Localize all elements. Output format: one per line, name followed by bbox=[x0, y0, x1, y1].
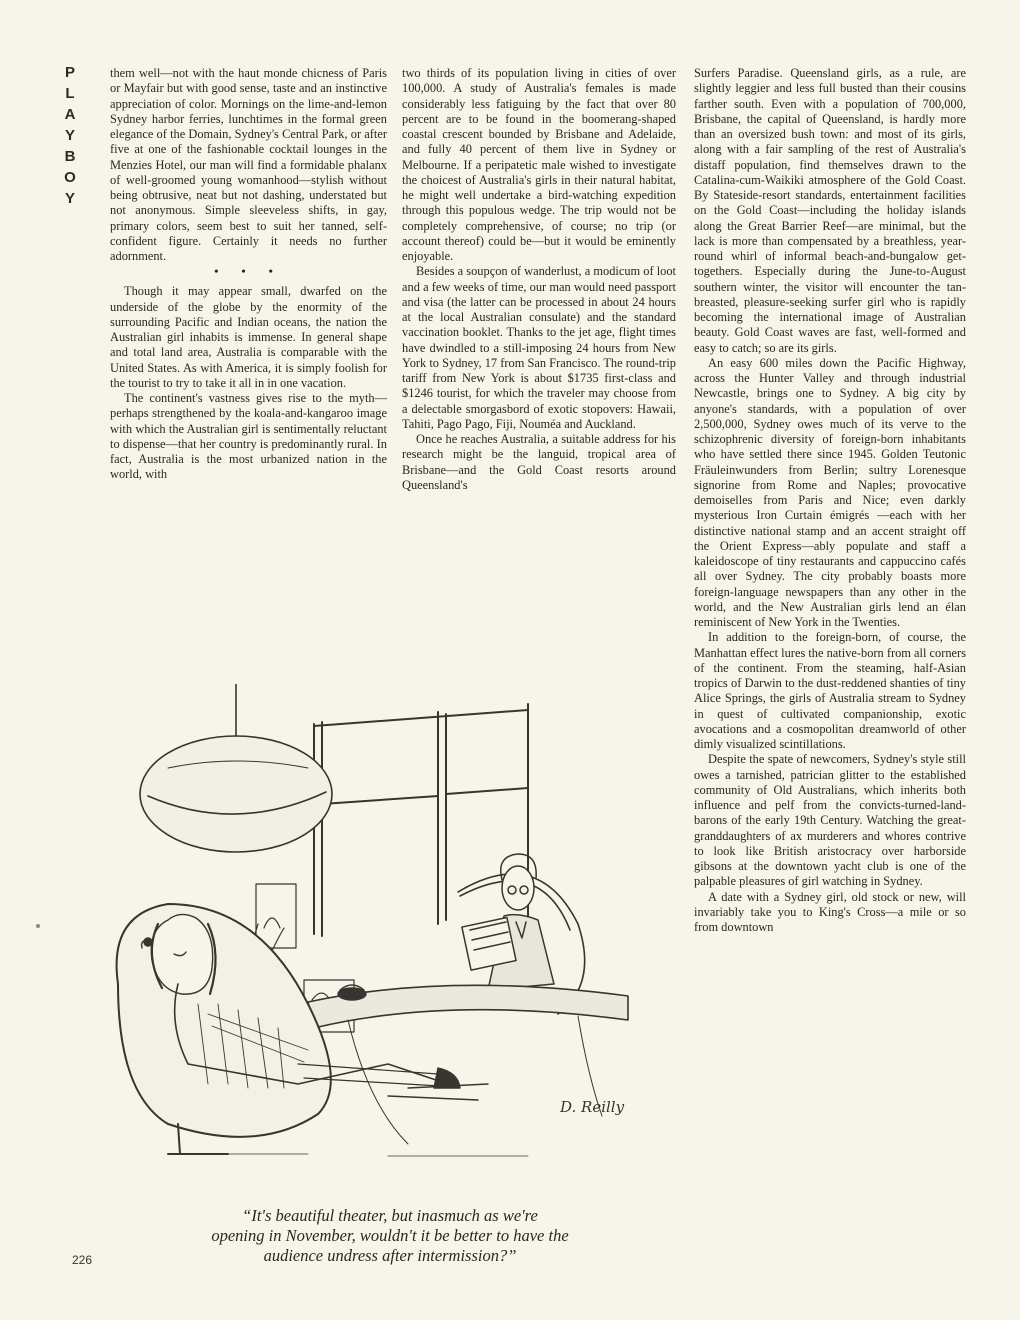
scan-mark bbox=[36, 924, 40, 928]
cartoon-illustration bbox=[108, 684, 676, 1160]
article-paragraph: Though it may appear small, dwarfed on the underside of the globe by the enormity of the surrounding Pacific and Indian oceans, the nation the Australian girl inhabits is immense. In general shape and total land area, Australia is comparable with the United States. As with America, it is simply foolish for the tourist to try to take it all in in one vacation. bbox=[110, 284, 387, 390]
desk bbox=[308, 985, 628, 1144]
artist-signature: D. Reilly bbox=[560, 1098, 625, 1116]
article-paragraph: Despite the spate of newcomers, Sydney's style still owes a tarnished, patrician glitter to the established community of Old Australians, which inherits both influence and pelf from the convicts-turned-land-barons of the early 19th Century. Watching the great-granddaughters of ax murderers and whores contrive to look like British aristocracy over harborside gibsons at the downtown yacht club is one of the palpable pleasures of girl watching in Sydney. bbox=[694, 752, 966, 889]
article-column-1 bbox=[110, 66, 387, 483]
article-column-2 bbox=[402, 66, 676, 493]
side-letter: P bbox=[64, 64, 75, 81]
side-letter: Y bbox=[64, 127, 75, 144]
article-paragraph: Besides a soupçon of wanderlust, a modicum of loot and a few weeks of time, our man would need passport and visa (the latter can be processed in about 24 hours at the local Australian consulate) and the standard vaccination booklet. Thanks to the jet age, flight times have dwindled to a still-imposing 24 hours from New York to Sydney, 17 from San Francisco. The round-trip tariff from New York is about $1735 first-class and $1246 tourist, for which the traveler may choose from a delectable smorgasbord of exotic stopovers: Hawaii, Tahiti, Pago Pago, Fiji, Nouméa and Auckland. bbox=[402, 264, 676, 431]
article-paragraph: two thirds of its population living in cities of over 100,000. A study of Australia's females is made considerably less fatiguing by the fact that over 80 percent are to be found in the boomerang-shaped coastal crescent bounded by Brisbane and Adelaide, and fully 40 percent of them live in Sydney or Melbourne. If a peripatetic male wished to investigate the choicest of Australia's girls in their natural habitat, he might well undertake a bird-watching expedition through this populous wedge. The trip would not be completely comprehensive, of course; no trip (or account thereof) could be—but it would be eminently enjoyable. bbox=[402, 66, 676, 263]
section-separator: • • • bbox=[214, 264, 283, 279]
article-paragraph: In addition to the foreign-born, of course, the Manhattan effect lures the native-born from all corners of the continent. From the steaming, half-Asian tropics of Darwin to the dust-reddened shanties of tiny Alice Springs, the girls of Australia stream to Sydney in quest of cultivated companionship, exotic avocations and a cosmopolitan dreamworld of other dimly visualized scintillations. bbox=[694, 630, 966, 751]
side-letter: B bbox=[64, 148, 76, 165]
side-letter: A bbox=[64, 106, 76, 123]
hanging-lamp bbox=[140, 684, 332, 852]
cartoon-caption bbox=[120, 1206, 660, 1266]
caption-line: audience undress after intermission?” bbox=[263, 1246, 517, 1265]
caption-line: opening in November, wouldn't it be better to have the bbox=[211, 1226, 569, 1245]
article-paragraph: them well—not with the haut monde chicness of Paris or Mayfair but with good sense, taste and an instinctive appreciation of color. Mornings on the lime-and-lemon Sydney harbor ferries, lunchtimes in the formal green elegance of the Domain, Sydney's Central Park, or after five at one of the fashionable cocktail lounges in the Menzies Hotel, our man will find a formidable phalanx of well-groomed young womanhood—stylish without being obtrusive, neat but not dashing, understated but not anonymous. Simple sleeveless shifts, in gay, primary colors, seem best to suit her tanned, self-confident figure. Certainly it needs no further adornment. bbox=[110, 66, 387, 263]
side-letter: O bbox=[64, 169, 76, 186]
magazine-side-label bbox=[58, 62, 82, 209]
article-paragraph: Surfers Paradise. Queensland girls, as a rule, are slightly leggier and less full busted than their cousins farther south. Even with a population of 700,000, Brisbane, the capital of Queensland, is hardly more than an oversized bush town: and most of its girls, along with a fair sampling of the rest of Australia's distaff population, find themselves drawn to the Catalina-cum-Waikiki atmosphere of the Gold Coast. By Stateside-resort standards, entertainment facilities on the Gold Coast—including the holiday islands along the Great Barrier Reef—are minimal, but the lack is more than compensated by a breathless, year-round whirl of informal beach-and-bungalow get-togethers. Especially during the June-to-August southern winter, the visitor will encounter the tan-breasted, pleasure-seeking surfer girl who is rapidly becoming the international image of Australian beauty. Gold Coast waves are fast, well-formed and easy to catch; so are its girls. bbox=[694, 66, 966, 355]
telephone bbox=[338, 985, 366, 1000]
side-letter: Y bbox=[64, 190, 75, 207]
article-paragraph: Once he reaches Australia, a suitable address for his research might be the languid, tropical area of Brisbane—and the Gold Coast resorts around Queensland's bbox=[402, 432, 676, 492]
side-letter: L bbox=[65, 85, 75, 102]
article-paragraph: An easy 600 miles down the Pacific Highway, across the Hunter Valley and through industrial Newcastle, brings one to Sydney. A big city by anyone's standards, with a population of over 2,500,000, Sydney owes much of its verve to the schizophrenic diversity of foreign-born inhabitants who have settled there since 1945. Golden Teutonic Fräuleinwunders from Berlin; sultry Lorenesque signorine from Rome and Naples; provocative demoiselles from Paris and Nice; even darkly mysterious Iron Curtain émigrés —each with her distinctive national stamp and an accent straight off the Orient Express—ably populate and staff a kaleidoscope of tiny restaurants and cappuccino cafés all over Sydney. The city probably boasts more foreign-language newspapers than any other in the world, and the New Australian girls lend an élan reminiscent of New York in the Twenties. bbox=[694, 355, 966, 629]
seated-producer bbox=[462, 854, 554, 990]
article-paragraph: The continent's vastness gives rise to the myth—perhaps strengthened by the koala-and-kangaroo image with which the Australian girl is sentimentally reluctant to dispense—that her country is predominantly rural. In fact, Australia is the most urbanized nation in the world, with bbox=[110, 391, 387, 482]
window-frame bbox=[314, 704, 528, 936]
article-column-3 bbox=[694, 66, 966, 935]
caption-line: “It's beautiful theater, but inasmuch as we're bbox=[242, 1206, 538, 1225]
article-paragraph: A date with a Sydney girl, old stock or new, will invariably take you to King's Cross—a mile or so from downtown bbox=[694, 889, 966, 934]
page-number: 226 bbox=[72, 1253, 93, 1267]
